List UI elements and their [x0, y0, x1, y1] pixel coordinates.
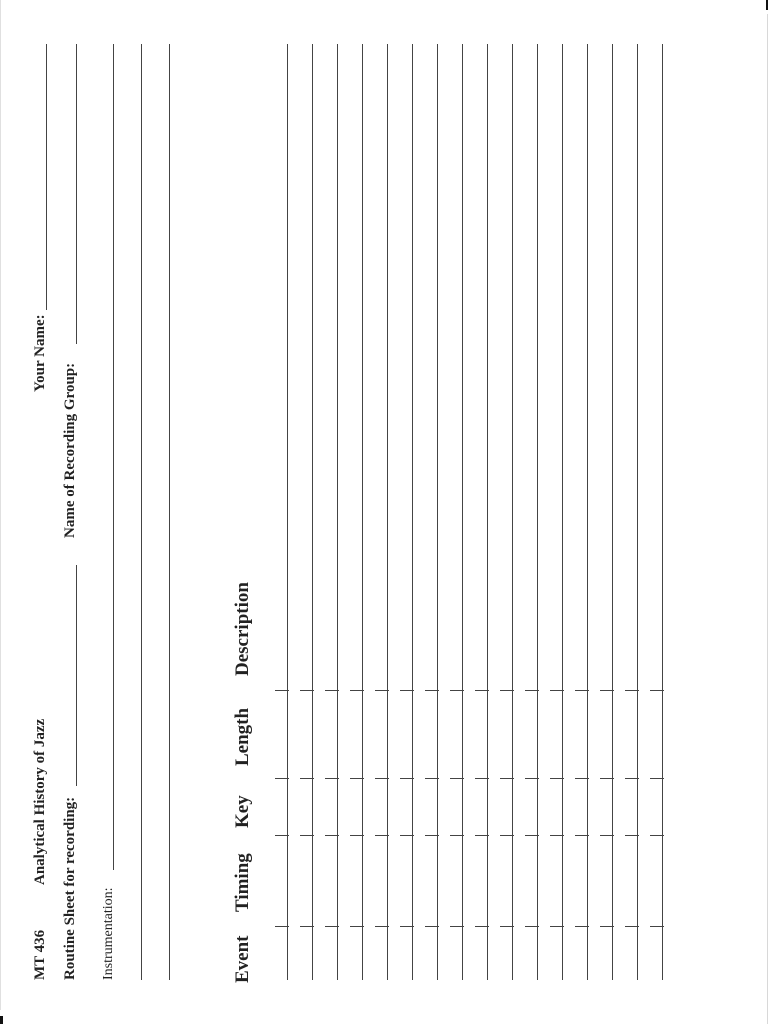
table-row[interactable]	[462, 44, 463, 980]
table-row[interactable]	[437, 44, 438, 980]
column-separator-tick	[350, 835, 364, 836]
scan-artifact	[0, 1016, 3, 1024]
column-separator-tick	[475, 835, 489, 836]
column-separator-tick	[400, 778, 414, 779]
table-row[interactable]	[312, 44, 313, 980]
column-separator-tick	[575, 926, 589, 927]
column-separator-tick	[275, 926, 289, 927]
table-row[interactable]	[362, 44, 363, 980]
column-separator-tick	[425, 835, 439, 836]
column-separator-tick	[325, 690, 339, 691]
column-separator-tick	[275, 778, 289, 779]
table-row[interactable]	[637, 44, 638, 980]
instrumentation-line-3[interactable]	[169, 44, 170, 980]
column-separator-tick	[275, 835, 289, 836]
table-row[interactable]	[562, 44, 563, 980]
column-separator-tick	[550, 778, 564, 779]
column-separator-tick	[600, 778, 614, 779]
recording-group-label: Name of Recording Group:	[62, 362, 78, 538]
instrumentation-label: Instrumentation:	[101, 887, 116, 980]
column-separator-tick	[350, 926, 364, 927]
course-title: Analytical History of Jazz	[32, 718, 48, 885]
routine-sheet-line[interactable]	[76, 565, 77, 786]
column-separator-tick	[475, 778, 489, 779]
column-separator-tick	[650, 835, 664, 836]
column-separator-tick	[375, 835, 389, 836]
column-separator-tick	[300, 778, 314, 779]
column-separator-tick	[500, 690, 514, 691]
column-separator-tick	[350, 690, 364, 691]
column-separator-tick	[325, 835, 339, 836]
column-separator-tick	[625, 835, 639, 836]
page-border	[0, 0, 1, 1010]
column-separator-tick	[375, 926, 389, 927]
recording-group-line[interactable]	[76, 44, 77, 344]
column-separator-tick	[625, 778, 639, 779]
table-row[interactable]	[587, 44, 588, 980]
course-code: MT 436	[32, 929, 48, 980]
your-name-line[interactable]	[46, 44, 47, 310]
table-row[interactable]	[387, 44, 388, 980]
column-separator-tick	[650, 926, 664, 927]
column-separator-tick	[550, 926, 564, 927]
column-separator-tick	[575, 778, 589, 779]
column-header-key: Key	[232, 795, 253, 828]
column-separator-tick	[400, 835, 414, 836]
column-separator-tick	[450, 926, 464, 927]
column-separator-tick	[325, 778, 339, 779]
column-separator-tick	[425, 926, 439, 927]
table-row[interactable]	[537, 44, 538, 980]
column-separator-tick	[525, 778, 539, 779]
table-row[interactable]	[412, 44, 413, 980]
column-separator-tick	[575, 690, 589, 691]
column-separator-tick	[300, 690, 314, 691]
column-separator-tick	[625, 926, 639, 927]
column-separator-tick	[525, 926, 539, 927]
column-separator-tick	[475, 926, 489, 927]
column-separator-tick	[400, 690, 414, 691]
column-separator-tick	[425, 778, 439, 779]
column-separator-tick	[325, 926, 339, 927]
table-row[interactable]	[512, 44, 513, 980]
column-separator-tick	[500, 835, 514, 836]
column-separator-tick	[300, 926, 314, 927]
column-header-event: Event	[232, 935, 253, 983]
column-separator-tick	[575, 835, 589, 836]
column-separator-tick	[500, 778, 514, 779]
column-separator-tick	[300, 835, 314, 836]
table-row[interactable]	[337, 44, 338, 980]
column-separator-tick	[450, 835, 464, 836]
table-row[interactable]	[662, 44, 663, 980]
column-separator-tick	[425, 690, 439, 691]
routine-sheet-label: Routine Sheet for recording:	[62, 796, 78, 980]
column-separator-tick	[450, 690, 464, 691]
column-separator-tick	[650, 778, 664, 779]
table-row[interactable]	[612, 44, 613, 980]
column-separator-tick	[525, 690, 539, 691]
column-separator-tick	[275, 690, 289, 691]
column-separator-tick	[400, 926, 414, 927]
table-row[interactable]	[287, 44, 288, 980]
column-separator-tick	[475, 690, 489, 691]
column-header-timing: Timing	[232, 853, 253, 912]
table-row[interactable]	[487, 44, 488, 980]
column-separator-tick	[550, 690, 564, 691]
column-header-length: Length	[232, 707, 253, 766]
instrumentation-line-2[interactable]	[141, 44, 142, 980]
column-separator-tick	[375, 778, 389, 779]
column-separator-tick	[450, 778, 464, 779]
column-separator-tick	[375, 690, 389, 691]
column-separator-tick	[600, 690, 614, 691]
column-separator-tick	[500, 926, 514, 927]
column-separator-tick	[350, 778, 364, 779]
column-separator-tick	[650, 690, 664, 691]
column-separator-tick	[600, 926, 614, 927]
column-separator-tick	[625, 690, 639, 691]
instrumentation-line[interactable]	[113, 44, 114, 870]
column-header-description: Description	[232, 582, 253, 676]
column-separator-tick	[525, 835, 539, 836]
column-separator-tick	[550, 835, 564, 836]
your-name-label: Your Name:	[32, 314, 48, 392]
column-separator-tick	[600, 835, 614, 836]
